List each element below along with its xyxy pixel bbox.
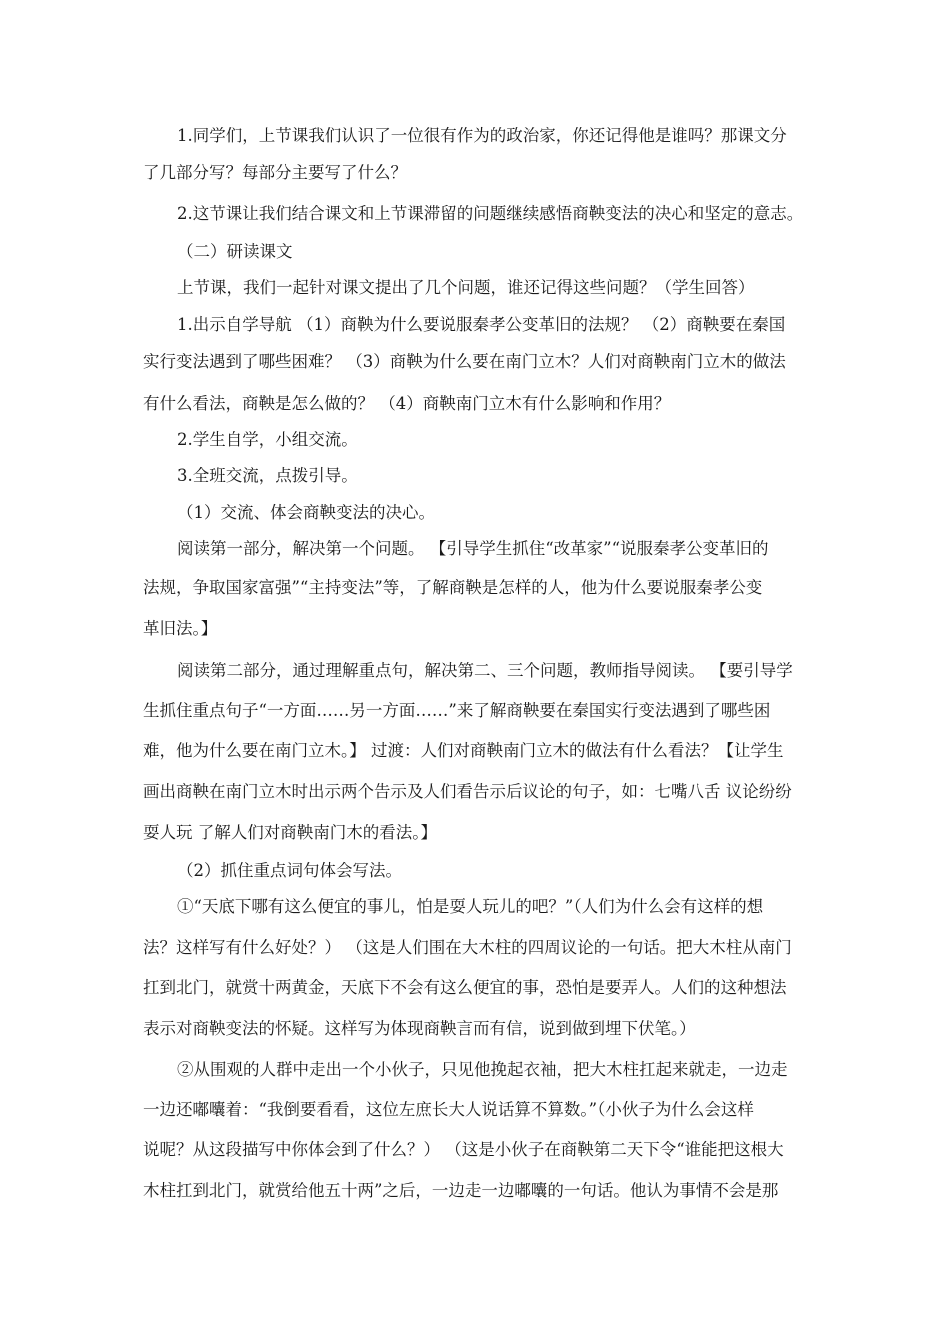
paragraph-line: 2.这节课让我们结合课文和上节课滞留的问题继续感悟商鞅变法的决心和坚定的意志。 <box>177 204 804 223</box>
paragraph-line: ①“天底下哪有这么便宜的事儿，怕是耍人玩儿的吧？”（人们为什么会有这样的想 <box>177 897 764 916</box>
paragraph-line: 一边还嘟囔着：“我倒要看看，这位左庶长大人说话算不算数。”（小伙子为什么会这样 <box>143 1100 754 1119</box>
paragraph-line: （1）交流、体会商鞅变法的决心。 <box>177 503 435 522</box>
paragraph-line: 生抓住重点句子“一方面……另一方面……”来了解商鞅要在秦国实行变法遇到了哪些困 <box>143 701 771 720</box>
paragraph-line: 革旧法。】 <box>143 619 218 638</box>
paragraph-line: 木柱扛到北门，就赏给他五十两”之后，一边走一边嘟囔的一句话。他认为事情不会是那 <box>143 1181 779 1200</box>
paragraph-line: 扛到北门，就赏十两黄金，天底下不会有这么便宜的事，恐怕是要弄人。人们的这种想法 <box>143 978 787 997</box>
paragraph-line: 阅读第一部分，解决第一个问题。 【引导学生抓住“改革家”“说服秦孝公变革旧的 <box>177 539 769 558</box>
paragraph-line: 2.学生自学，小组交流。 <box>177 430 358 449</box>
paragraph-line: 3.全班交流，点拨引导。 <box>177 466 358 485</box>
paragraph-line: 上节课，我们一起针对课文提出了几个问题，谁还记得这些问题？（学生回答） <box>177 278 755 297</box>
paragraph-line: （2）抓住重点词句体会写法。 <box>177 861 402 880</box>
paragraph-line: 法规，争取国家富强”“主持变法”等，了解商鞅是怎样的人，他为什么要说服秦孝公变 <box>143 578 763 597</box>
paragraph-line: 了几部分写？每部分主要写了什么？ <box>143 163 407 182</box>
paragraph-line: 1.出示自学导航 （1）商鞅为什么要说服秦孝公变革旧的法规？ （2）商鞅要在秦国 <box>177 315 786 334</box>
paragraph-line: 说呢？从这段描写中你体会到了什么？） （这是小伙子在商鞅第二天下令“谁能把这根大 <box>143 1140 784 1159</box>
section-heading: （二）研读课文 <box>177 242 293 261</box>
paragraph-line: 表示对商鞅变法的怀疑。这样写为体现商鞅言而有信，说到做到埋下伏笔。） <box>143 1019 696 1038</box>
paragraph-line: 1.同学们，上节课我们认识了一位很有作为的政治家，你还记得他是谁吗？那课文分 <box>177 126 787 145</box>
paragraph-line: 阅读第二部分，通过理解重点句，解决第二、三个问题，教师指导阅读。 【要引导学 <box>177 661 793 680</box>
paragraph-line: 画出商鞅在南门立木时出示两个告示及人们看告示后议论的句子，如：七嘴八舌 议论纷纷 <box>143 782 792 801</box>
paragraph-line: 耍人玩 了解人们对商鞅南门木的看法。】 <box>143 823 437 842</box>
paragraph-line: 法？这样写有什么好处？） （这是人们围在大木柱的四周议论的一句话。把大木柱从南门 <box>143 938 792 957</box>
paragraph-line: ②从围观的人群中走出一个小伙子，只见他挽起衣袖，把大木柱扛起来就走，一边走 <box>177 1060 788 1079</box>
paragraph-line: 实行变法遇到了哪些困难？ （3）商鞅为什么要在南门立木？人们对商鞅南门立木的做法 <box>143 352 786 371</box>
paragraph-line: 有什么看法，商鞅是怎么做的？ （4）商鞅南门立木有什么影响和作用？ <box>143 394 671 413</box>
paragraph-line: 难，他为什么要在南门立木。】 过渡：人们对商鞅南门立木的做法有什么看法？【让学生 <box>143 741 784 760</box>
